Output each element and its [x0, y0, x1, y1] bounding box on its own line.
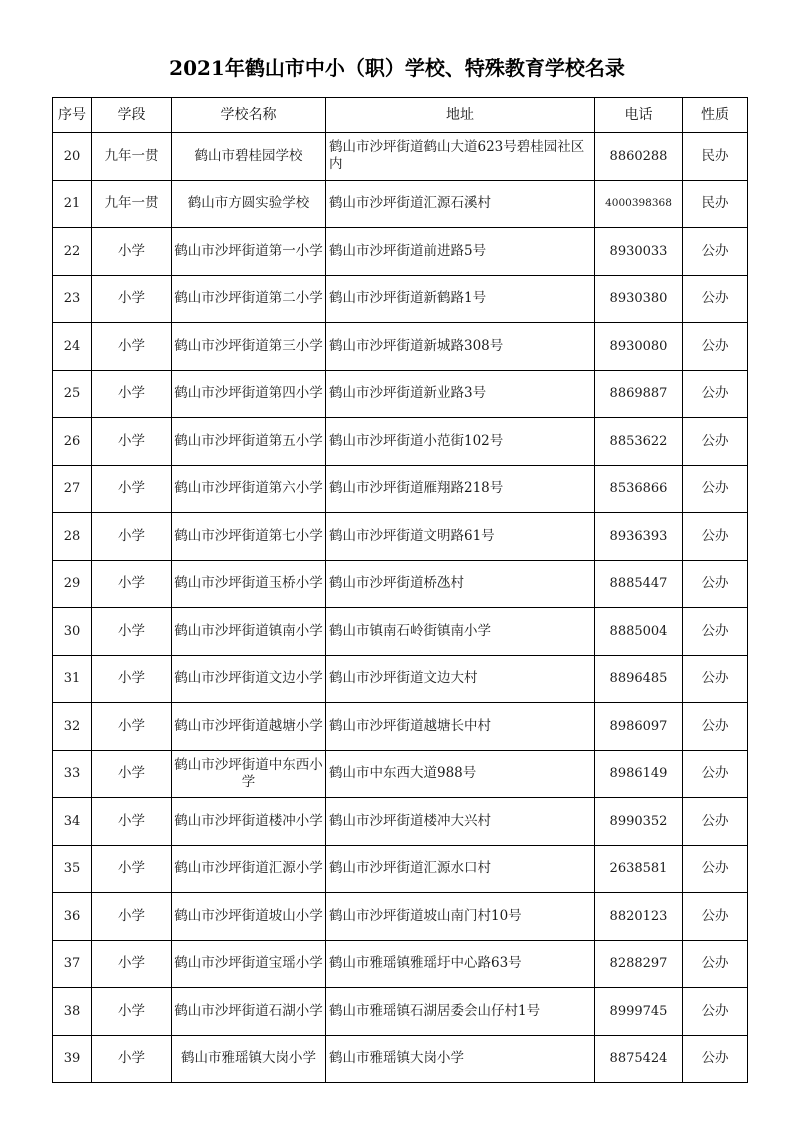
- table-row: [53, 560, 748, 608]
- cell-stage: 小学: [92, 465, 172, 513]
- cell-address: 鹤山市雅瑶镇石湖居委会山仔村1号: [326, 988, 595, 1036]
- cell-phone: 8936393: [595, 513, 683, 561]
- cell-address: 鹤山市沙坪街道坡山南门村10号: [326, 893, 595, 941]
- cell-no: 36: [53, 893, 92, 941]
- cell-phone: 8930080: [595, 323, 683, 371]
- header-type: 性质: [683, 98, 748, 133]
- table-row: [53, 228, 748, 276]
- table-row: [53, 133, 748, 181]
- cell-address: 鹤山市沙坪街道新业路3号: [326, 370, 595, 418]
- cell-address: 鹤山市沙坪街道楼冲大兴村: [326, 798, 595, 846]
- cell-school-name: 鹤山市沙坪街道玉桥小学: [172, 560, 326, 608]
- cell-school-name: 鹤山市沙坪街道越塘小学: [172, 703, 326, 751]
- cell-school-name: 鹤山市沙坪街道中东西小学: [172, 750, 326, 798]
- cell-no: 26: [53, 418, 92, 466]
- cell-type: 公办: [683, 275, 748, 323]
- cell-address: 鹤山市沙坪街道桥氹村: [326, 560, 595, 608]
- cell-school-name: 鹤山市沙坪街道文边小学: [172, 655, 326, 703]
- cell-phone: 8930033: [595, 228, 683, 276]
- table-row: [53, 180, 748, 228]
- cell-stage: 小学: [92, 703, 172, 751]
- cell-address: 鹤山市沙坪街道越塘长中村: [326, 703, 595, 751]
- cell-school-name: 鹤山市沙坪街道第七小学: [172, 513, 326, 561]
- table-row: [53, 655, 748, 703]
- cell-type: 公办: [683, 703, 748, 751]
- cell-type: 公办: [683, 228, 748, 276]
- cell-stage: 小学: [92, 418, 172, 466]
- cell-school-name: 鹤山市沙坪街道第二小学: [172, 275, 326, 323]
- table-row: [53, 370, 748, 418]
- cell-type: 公办: [683, 1035, 748, 1083]
- cell-no: 38: [53, 988, 92, 1036]
- cell-no: 34: [53, 798, 92, 846]
- cell-stage: 小学: [92, 845, 172, 893]
- cell-stage: 小学: [92, 513, 172, 561]
- cell-no: 25: [53, 370, 92, 418]
- cell-phone: 8930380: [595, 275, 683, 323]
- cell-no: 35: [53, 845, 92, 893]
- cell-phone: 8986097: [595, 703, 683, 751]
- cell-address: 鹤山市沙坪街道汇源水口村: [326, 845, 595, 893]
- cell-no: 33: [53, 750, 92, 798]
- cell-address: 鹤山市沙坪街道新城路308号: [326, 323, 595, 371]
- cell-phone: 8999745: [595, 988, 683, 1036]
- cell-address: 鹤山市沙坪街道鹤山大道623号碧桂园社区内: [326, 133, 595, 181]
- cell-phone: 8885004: [595, 608, 683, 656]
- cell-type: 民办: [683, 133, 748, 181]
- cell-school-name: 鹤山市沙坪街道镇南小学: [172, 608, 326, 656]
- table-row: [53, 940, 748, 988]
- cell-phone: 8288297: [595, 940, 683, 988]
- cell-phone: 8869887: [595, 370, 683, 418]
- cell-school-name: 鹤山市沙坪街道楼冲小学: [172, 798, 326, 846]
- cell-phone: 8853622: [595, 418, 683, 466]
- cell-phone: 8536866: [595, 465, 683, 513]
- cell-phone: 8986149: [595, 750, 683, 798]
- cell-address: 鹤山市沙坪街道汇源石溪村: [326, 180, 595, 228]
- cell-no: 30: [53, 608, 92, 656]
- cell-no: 28: [53, 513, 92, 561]
- cell-no: 39: [53, 1035, 92, 1083]
- cell-school-name: 鹤山市沙坪街道宝瑶小学: [172, 940, 326, 988]
- cell-stage: 小学: [92, 370, 172, 418]
- cell-no: 31: [53, 655, 92, 703]
- cell-address: 鹤山市中东西大道988号: [326, 750, 595, 798]
- cell-no: 24: [53, 323, 92, 371]
- table-row: [53, 798, 748, 846]
- table-row: [53, 845, 748, 893]
- cell-stage: 小学: [92, 940, 172, 988]
- cell-address: 鹤山市沙坪街道雁翔路218号: [326, 465, 595, 513]
- cell-type: 公办: [683, 323, 748, 371]
- cell-type: 公办: [683, 988, 748, 1036]
- cell-stage: 小学: [92, 275, 172, 323]
- cell-address: 鹤山市雅瑶镇雅瑶圩中心路63号: [326, 940, 595, 988]
- cell-no: 27: [53, 465, 92, 513]
- cell-stage: 小学: [92, 1035, 172, 1083]
- table-row: [53, 703, 748, 751]
- table-row: [53, 275, 748, 323]
- cell-type: 公办: [683, 655, 748, 703]
- cell-type: 公办: [683, 893, 748, 941]
- cell-type: 公办: [683, 940, 748, 988]
- cell-address: 鹤山市沙坪街道前进路5号: [326, 228, 595, 276]
- cell-type: 公办: [683, 560, 748, 608]
- cell-stage: 九年一贯: [92, 133, 172, 181]
- cell-school-name: 鹤山市沙坪街道石湖小学: [172, 988, 326, 1036]
- cell-stage: 小学: [92, 893, 172, 941]
- header-row: [53, 98, 748, 133]
- table-row: [53, 465, 748, 513]
- cell-stage: 小学: [92, 750, 172, 798]
- header-no: 序号: [53, 98, 92, 133]
- cell-address: 鹤山市沙坪街道文明路61号: [326, 513, 595, 561]
- cell-school-name: 鹤山市沙坪街道第六小学: [172, 465, 326, 513]
- school-roster-table: [52, 97, 748, 1083]
- cell-phone: 2638581: [595, 845, 683, 893]
- cell-school-name: 鹤山市雅瑶镇大岗小学: [172, 1035, 326, 1083]
- cell-school-name: 鹤山市碧桂园学校: [172, 133, 326, 181]
- cell-phone: 8990352: [595, 798, 683, 846]
- cell-phone: 8875424: [595, 1035, 683, 1083]
- table-row: [53, 323, 748, 371]
- cell-school-name: 鹤山市沙坪街道第五小学: [172, 418, 326, 466]
- cell-no: 23: [53, 275, 92, 323]
- cell-type: 公办: [683, 465, 748, 513]
- cell-no: 29: [53, 560, 92, 608]
- cell-type: 公办: [683, 608, 748, 656]
- cell-stage: 小学: [92, 655, 172, 703]
- cell-phone: 8896485: [595, 655, 683, 703]
- header-stage: 学段: [92, 98, 172, 133]
- cell-address: 鹤山市沙坪街道文边大村: [326, 655, 595, 703]
- table-row: [53, 418, 748, 466]
- cell-type: 公办: [683, 418, 748, 466]
- cell-school-name: 鹤山市沙坪街道汇源小学: [172, 845, 326, 893]
- table-row: [53, 988, 748, 1036]
- cell-phone: 8820123: [595, 893, 683, 941]
- cell-type: 民办: [683, 180, 748, 228]
- cell-no: 32: [53, 703, 92, 751]
- table-row: [53, 1035, 748, 1083]
- cell-phone: 8885447: [595, 560, 683, 608]
- cell-stage: 小学: [92, 608, 172, 656]
- cell-stage: 小学: [92, 323, 172, 371]
- cell-type: 公办: [683, 370, 748, 418]
- cell-type: 公办: [683, 845, 748, 893]
- cell-school-name: 鹤山市沙坪街道第三小学: [172, 323, 326, 371]
- cell-type: 公办: [683, 798, 748, 846]
- cell-school-name: 鹤山市方圆实验学校: [172, 180, 326, 228]
- cell-stage: 小学: [92, 560, 172, 608]
- cell-school-name: 鹤山市沙坪街道第一小学: [172, 228, 326, 276]
- cell-school-name: 鹤山市沙坪街道坡山小学: [172, 893, 326, 941]
- cell-phone: 4000398368: [595, 180, 683, 228]
- header-school-name: 学校名称: [172, 98, 326, 133]
- cell-address: 鹤山市雅瑶镇大岗小学: [326, 1035, 595, 1083]
- cell-type: 公办: [683, 750, 748, 798]
- cell-stage: 九年一贯: [92, 180, 172, 228]
- cell-address: 鹤山市沙坪街道新鹤路1号: [326, 275, 595, 323]
- cell-school-name: 鹤山市沙坪街道第四小学: [172, 370, 326, 418]
- cell-address: 鹤山市镇南石岭街镇南小学: [326, 608, 595, 656]
- table-row: [53, 513, 748, 561]
- cell-no: 21: [53, 180, 92, 228]
- cell-no: 20: [53, 133, 92, 181]
- cell-no: 22: [53, 228, 92, 276]
- header-address: 地址: [326, 98, 595, 133]
- header-phone: 电话: [595, 98, 683, 133]
- cell-no: 37: [53, 940, 92, 988]
- cell-address: 鹤山市沙坪街道小范街102号: [326, 418, 595, 466]
- cell-stage: 小学: [92, 988, 172, 1036]
- cell-phone: 8860288: [595, 133, 683, 181]
- cell-stage: 小学: [92, 798, 172, 846]
- page-title: 2021年鹤山市中小（职）学校、特殊教育学校名录: [169, 56, 625, 80]
- cell-type: 公办: [683, 513, 748, 561]
- table-row: [53, 750, 748, 798]
- cell-stage: 小学: [92, 228, 172, 276]
- table-row: [53, 608, 748, 656]
- table-row: [53, 893, 748, 941]
